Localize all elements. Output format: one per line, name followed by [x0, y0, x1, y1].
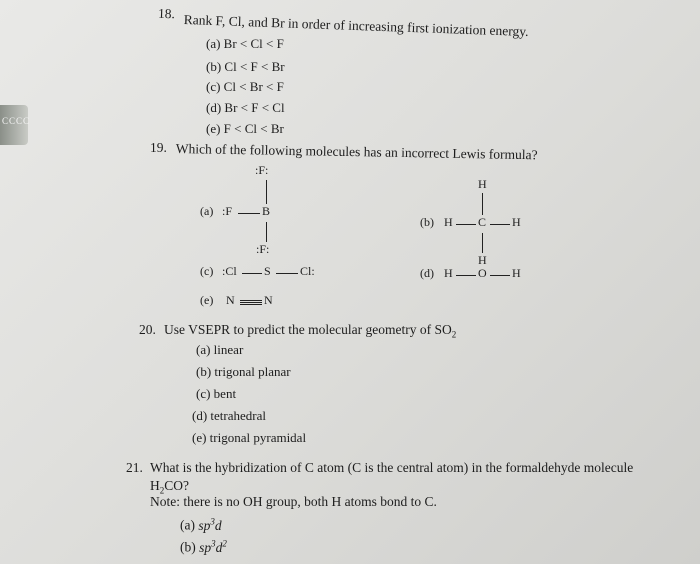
- lewis-a-bottom-f: :F:: [256, 242, 270, 256]
- q21-question: What is the hybridization of C atom (C is the central atom) in the formaldehyde molecule: [150, 460, 634, 475]
- q18-option-e: (e) F < Cl < Br: [206, 121, 284, 136]
- q21-note: Note: there is no OH group, both H atoms bond to C.: [150, 494, 437, 509]
- lewis-d-left: H: [444, 266, 453, 280]
- photo-edge-text: CCCC: [2, 116, 31, 126]
- lewis-d-label: (d): [420, 266, 434, 280]
- lewis-b-left: H: [444, 215, 453, 229]
- lewis-a-label: (a): [200, 204, 214, 218]
- lewis-a-top-f: :F:: [255, 163, 269, 177]
- lewis-b-bond-left: [456, 224, 476, 225]
- q18-question: Rank F, Cl, and Br in order of increasing first ionization energy.: [183, 12, 529, 40]
- q21-option-a: [180, 516, 222, 534]
- lewis-b-top: H: [478, 177, 487, 191]
- q21-number: 21.: [126, 460, 143, 475]
- lewis-c-left: :Cl: [222, 264, 237, 278]
- q18-number: 18.: [157, 5, 176, 22]
- lewis-c-bond-left: [242, 273, 262, 274]
- q20-option-c: (c) bent: [196, 386, 237, 401]
- q21-option-a-post: d: [214, 517, 222, 533]
- q21-option-b-label: (b): [180, 539, 196, 555]
- lewis-b-bond-bottom: [482, 233, 483, 253]
- lewis-a-bond-bottom: [266, 222, 267, 242]
- lewis-c-label: (c): [200, 264, 214, 278]
- lewis-d-bond-left: [456, 275, 476, 276]
- q21-option-a-label: (a): [180, 517, 195, 533]
- lewis-e-right: N: [264, 293, 273, 307]
- q21-formula-co: CO?: [164, 478, 189, 493]
- q20-question: [164, 322, 456, 340]
- q20-option-a: (a) linear: [196, 342, 244, 357]
- lewis-e-label: (e): [200, 293, 214, 307]
- lewis-e-bond-3: [240, 304, 262, 305]
- lewis-d-center: O: [478, 266, 487, 280]
- q20-option-d: (d) tetrahedral: [192, 408, 266, 423]
- lewis-a-left-f: :F: [222, 204, 233, 218]
- q21-formula-h: H: [150, 478, 160, 493]
- q18-option-b: (b) Cl < F < Br: [206, 59, 285, 74]
- q21-option-a-base: sp: [198, 517, 211, 533]
- lewis-b-center: C: [478, 215, 487, 229]
- q21-option-b-sup2: 2: [222, 538, 227, 548]
- q20-question-sub: 2: [451, 329, 457, 340]
- q18-option-c: (c) Cl < Br < F: [206, 79, 284, 94]
- lewis-b-label: (b): [420, 215, 434, 229]
- q20-option-e: (e) trigonal pyramidal: [192, 430, 307, 445]
- q18-option-d: (d) Br < F < Cl: [206, 100, 285, 115]
- lewis-b-bond-right: [490, 224, 510, 225]
- lewis-e-bond-2: [240, 302, 262, 303]
- q19-number: 19.: [150, 140, 167, 155]
- lewis-c-right: Cl:: [300, 264, 315, 278]
- q21-option-a-sup: 3: [210, 516, 215, 526]
- q21-formula-sub: 2: [159, 485, 165, 496]
- q21-option-b-mid: d: [215, 539, 223, 555]
- lewis-d-bond-right: [490, 275, 510, 276]
- lewis-e-left: N: [226, 293, 235, 307]
- lewis-c-center: S: [264, 264, 271, 278]
- q20-option-b: (b) trigonal planar: [196, 364, 291, 379]
- lewis-b-bond-top: [482, 193, 483, 215]
- q18-option-a: (a) Br < Cl < F: [206, 36, 284, 51]
- lewis-a-bond-left: [238, 213, 260, 214]
- q19-question: Which of the following molecules has an incorrect Lewis formula?: [175, 141, 538, 163]
- q21-option-b-sup1: 3: [211, 538, 216, 548]
- lewis-c-bond-right: [276, 273, 298, 274]
- q20-number: 20.: [139, 322, 156, 337]
- lewis-a-center: B: [262, 204, 271, 218]
- q20-question-text: Use VSEPR to predict the molecular geometry of SO: [164, 322, 452, 337]
- q21-option-b-base: sp: [199, 539, 212, 555]
- lewis-a-bond-top: [266, 180, 267, 204]
- lewis-b-right: H: [512, 215, 521, 229]
- q21-option-b: [180, 538, 227, 556]
- lewis-d-right: H: [512, 266, 521, 280]
- lewis-b-bottom: H: [478, 253, 487, 267]
- lewis-e-bond-1: [240, 300, 262, 301]
